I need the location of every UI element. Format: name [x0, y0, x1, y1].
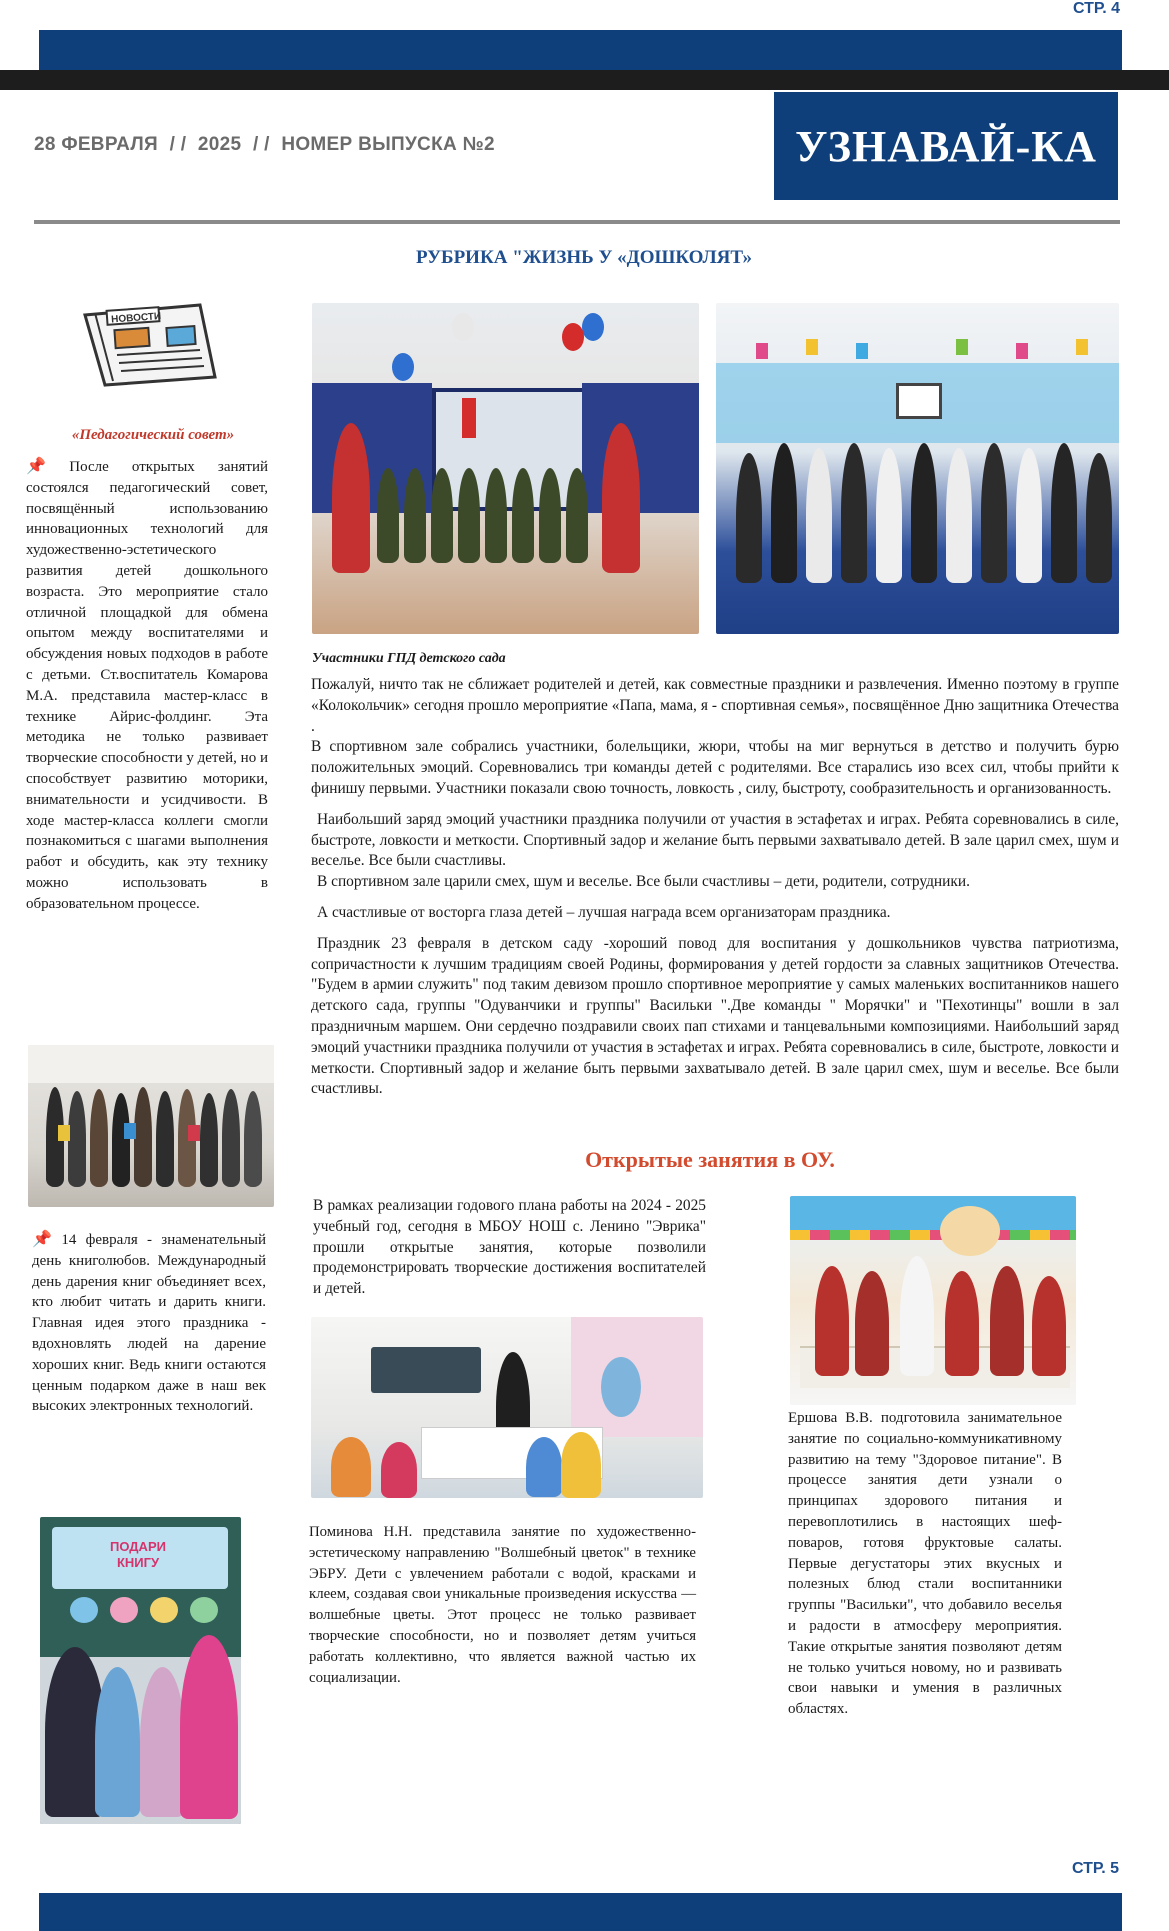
main-p6: Праздник 23 февраля в детском саду -хороший повод для воспитания у дошкольников чувства патриотизма, сопричастности к лучшим традициям своей Родины, формирования у детей гордости за славных защитников Отечества. "Будем в армии служить" под таким девизом прошло спортивное мероприятие у самых маленьких воспитанников нашего детского сада, группы "Одуванчики и группы" Васильки ".Две команды " Морячки" и "Пехотинцы" вошли в зал праздничным маршем. Они сердечно поздравили своих пап стихами и танцевальными композициями. Наибольший заряд эмоций участники праздника получили от участия в эстафетах и играх. Ребята соревновались в силе, быстроте, ловкости и меткости. Спортивный задор и желание быть первыми захватывало детей. В зале царил смех, шум и веселье. Все были счастливы.	[311, 934, 1119, 1098]
cooking-photo	[790, 1196, 1076, 1405]
ebru-photo	[311, 1317, 703, 1498]
main-p3: Наибольший заряд эмоций участники праздника получили от участия в эстафетах и играх. Ребята соревновались в силе, быстроте, ловкости и меткости. Спортивный задор и желание быть первыми захватывало детей. В зале царил смех, шум и веселье. Все были счастливы.	[311, 810, 1119, 870]
issue-number: НОМЕР ВЫПУСКА №2	[281, 134, 495, 155]
top-dark-bar	[0, 70, 1169, 90]
ershova-article	[788, 1408, 1062, 1720]
page-number-top: СТР. 4	[1073, 0, 1120, 17]
top-blue-bar	[39, 30, 1122, 70]
meta-separator: / /	[252, 134, 270, 155]
page-number-bottom: СТР. 5	[1072, 1860, 1119, 1877]
council-article	[26, 457, 268, 915]
books-text: 14 февраля - знаменательный день книголюбов. Международный день дарения книг объединяет всех, кто любит читать и дарить книги. Главная идея этого праздника - вдохновлять людей на дарение хороших книг. Ведь книги остаются ценным подарком даже в наш век высоких электронных технологий.	[32, 1232, 267, 1415]
issue-date: 28 ФЕВРАЛЯ	[34, 134, 158, 155]
council-heading: «Педагогический совет»	[71, 427, 235, 443]
teachers-photo	[28, 1045, 274, 1207]
pushpin-icon: 📌	[32, 1231, 58, 1248]
book-day-photo	[40, 1517, 241, 1824]
council-text: После открытых занятий состоялся педагогический совет, посвящённый использованию инновационных технологий для художественно-эстетического развития детей дошкольного возраста. Это мероприятие стало отличной площадкой для обмена опытом между воспитателями и обсуждения новых подходов в работе с детьми. Ст.воспитатель Комарова М.А. представила мастер-класс в технике Айрис-фолдинг. Эта методика не только развивает творческие способности у детей, но и способствует развитию моторики, внимательности и усидчивости. В ходе мастер-класса коллеги смогли познакомиться с шагами выполнения работ и обсудить, как эту технику можно использовать в образовательном процессе.	[26, 459, 269, 912]
issue-meta	[34, 134, 495, 156]
intro-text: В рамках реализации годового плана работы на 2024 - 2025 учебный год, сегодня в МБОУ НОШ с. Ленино "Эврика" прошли открытые занятия, которые позволили продемонстрировать творческие достижения воспитателей и детей.	[313, 1197, 706, 1298]
main-p4: В спортивном зале царили смех, шум и веселье. Все были счастливы – дети, родители, сотрудники.	[317, 873, 970, 891]
pominova-article	[309, 1522, 696, 1688]
main-p5: А счастливые от восторга глаза детей – лучшая награда всем организаторам праздника.	[317, 903, 891, 921]
header-rule	[34, 220, 1120, 224]
newspaper-icon	[75, 295, 225, 390]
main-article	[311, 675, 1119, 1100]
rubric-title: РУБРИКА "ЖИЗНЬ У «ДОШКОЛЯТ»	[415, 247, 753, 268]
pominova-text: Поминова Н.Н. представила занятие по художественно-эстетическому направлению "Волшебный цветок" в технике ЭБРУ. Дети с увлечением работали с водой, красками и клеем, создавая свои уникальные произведения искусства — волшебные цветы. Этот процесс не только развивает творческие способности, но и позволяет детям учиться работать коллективно, что является важной частью их социализации.	[309, 1524, 696, 1686]
photo-caption: Участники ГПД детского сада	[312, 651, 506, 666]
newspaper-label: НОВОСТИ	[110, 311, 162, 326]
gym-photo	[716, 303, 1119, 634]
ershova-text: Ершова В.В. подготовила занимательное занятие по социально-коммуникативному развитию на тему "Здоровое питание". В процессе занятия дети узнали о принципах здорового питания и перевоплотились в настоящих шеф-поваров, готовя фруктовые салаты. Первые дегустаторы этих вкусных и полезных блюд стали воспитанники группы "Васильки", что добавило веселья и радости в атмосферу мероприятия. Такие открытые занятия позволяют детям не только учиться новому, но и развивать свои навыки и умения в различных областях.	[788, 1410, 1062, 1718]
masthead-title: УЗНАВАЙ-КА	[774, 92, 1118, 200]
issue-year: 2025	[197, 134, 242, 155]
meta-separator: / /	[169, 134, 187, 155]
main-p1: Пожалуй, ничто так не сближает родителей и детей, как совместные праздники и развлечения. Именно поэтому в группе «Колокольчик» сегодня прошло мероприятие «Папа, мама, я - спортивная семья», посвящённое Дню защитника Отечества .	[311, 676, 1119, 735]
bottom-blue-bar	[39, 1893, 1122, 1931]
poster-text: ПОДАРИ КНИГУ	[110, 1539, 166, 1570]
pushpin-icon: 📌	[26, 458, 66, 475]
stage-photo	[312, 303, 699, 634]
open-classes-title: Открытые занятия в ОУ.	[585, 1147, 835, 1172]
open-classes-intro	[313, 1196, 706, 1300]
main-p2: В спортивном зале собрались участники, болельщики, жюри, чтобы на миг вернуться в детство и получить бурю положительных эмоций. Соревновались три команды детей с родителями. Все старались изо всех сил, чтобы прийти к финишу первыми. Участники показали свою точность, ловкость , силу, быстроту, сообразительность и организованность.	[311, 738, 1119, 797]
books-article	[32, 1230, 266, 1417]
